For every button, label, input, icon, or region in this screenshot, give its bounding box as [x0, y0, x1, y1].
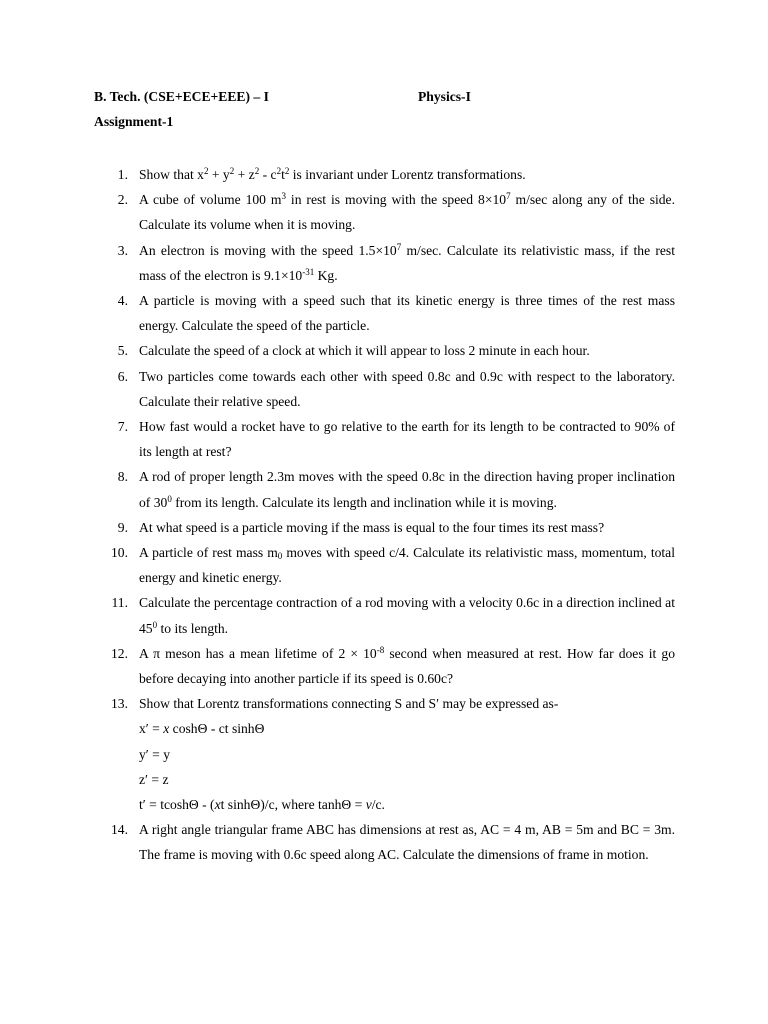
- question-number: 12.: [111, 645, 128, 661]
- course-heading: B. Tech. (CSE+ECE+EEE) – I: [94, 89, 269, 104]
- question-text: An electron is moving with the speed $1.5\times 10^7$ m/sec. Calculate its relativistic mass, if the rest mass of the electron is $9.1\times 10^{-31}$ Kg.: [139, 241, 675, 283]
- question-number: 14.: [111, 822, 128, 838]
- question-item-14: [0, 817, 768, 867]
- question-text: Show that $x^2 + y^2 + z^2 - c^2t^2$ is invariant under Lorentz transformations.: [139, 166, 526, 182]
- equation-t-prime: t′ = tcoshΘ - (xt sinhΘ)/c, where tanhΘ = v/c.: [139, 797, 385, 813]
- question-item-7: [0, 414, 768, 464]
- question-number: 6.: [117, 368, 128, 384]
- question-item-2: [0, 187, 768, 237]
- question-item-10: [0, 540, 768, 590]
- question-number: 10.: [111, 545, 128, 561]
- question-text: A rod of proper length 2.3m moves with the speed 0.8c in the direction having proper inclination of $30^0$ from its length. Calculate its length and inclination while it is moving.: [139, 469, 675, 510]
- question-text: A right angle triangular frame ABC has dimensions at rest as, AC = 4 m, AB = 5m and BC = 3m. The frame is moving with 0.6c speed along AC. Calculate the dimensions of frame in motion.: [139, 822, 675, 863]
- question-number: 2.: [117, 192, 128, 208]
- question-text: Calculate the percentage contraction of a rod moving with a velocity 0.6c in a direction inclined at $45^0$ to its length.: [139, 595, 675, 636]
- question-text: Show that Lorentz transformations connecting S and S′ may be expressed as-: [139, 696, 559, 712]
- question-item-1: [0, 162, 768, 187]
- question-text: Two particles come towards each other with speed 0.8c and 0.9c with respect to the laboratory. Calculate their relative speed.: [139, 368, 675, 409]
- question-number: 13.: [111, 696, 128, 712]
- question-number: 9.: [117, 519, 128, 535]
- question-text: A particle is moving with a speed such that its kinetic energy is three times of the rest mass energy. Calculate the speed of the particle.: [139, 293, 675, 334]
- question-number: 7.: [117, 419, 128, 435]
- question-text: Calculate the speed of a clock at which it will appear to loss 2 minute in each hour.: [139, 343, 590, 359]
- question-item-3: [0, 238, 768, 288]
- question-item-11: [0, 590, 768, 640]
- question-number: 11.: [111, 595, 128, 611]
- question-number: 8.: [117, 469, 128, 485]
- question-text: A particle of rest mass $m_0$ moves with speed c/4. Calculate its relativistic mass, momentum, total energy and kinetic energy.: [139, 545, 675, 586]
- question-item-8: [0, 464, 768, 514]
- question-text: At what speed is a particle moving if the mass is equal to the four times its rest mass?: [139, 519, 605, 535]
- equation-y-prime: y′ = y: [139, 746, 171, 762]
- question-text: A π meson has a mean lifetime of $2 \times 10^{-8}$ second when measured at rest. How far does it go before decaying into another particle if its speed is 0.60c?: [139, 644, 675, 687]
- question-number: 1.: [117, 167, 128, 182]
- question-list: [0, 162, 768, 868]
- question-item-9: [0, 515, 768, 540]
- question-item-13: [0, 691, 768, 817]
- equation-x-prime: x′ = x coshΘ - ct sinhΘ: [139, 721, 265, 737]
- question-text: A cube of volume 100 $m^3$ in rest is moving with the speed $8\times 10^7$ m/sec along any of the side. Calculate its volume when it is moving.: [139, 191, 675, 233]
- subject-heading: Physics-I: [418, 89, 471, 104]
- assignment-title: Assignment-1: [94, 114, 174, 129]
- question-number: 3.: [117, 242, 128, 258]
- question-text: How fast would a rocket have to go relative to the earth for its length to be contracted to 90% of its length at rest?: [139, 419, 675, 460]
- question-number: 5.: [117, 343, 128, 359]
- question-item-6: [0, 364, 768, 414]
- question-item-4: [0, 288, 768, 338]
- equation-z-prime: z′ = z: [139, 771, 169, 787]
- question-item-5: [0, 338, 768, 363]
- question-number: 4.: [117, 293, 128, 309]
- question-item-12: [0, 641, 768, 691]
